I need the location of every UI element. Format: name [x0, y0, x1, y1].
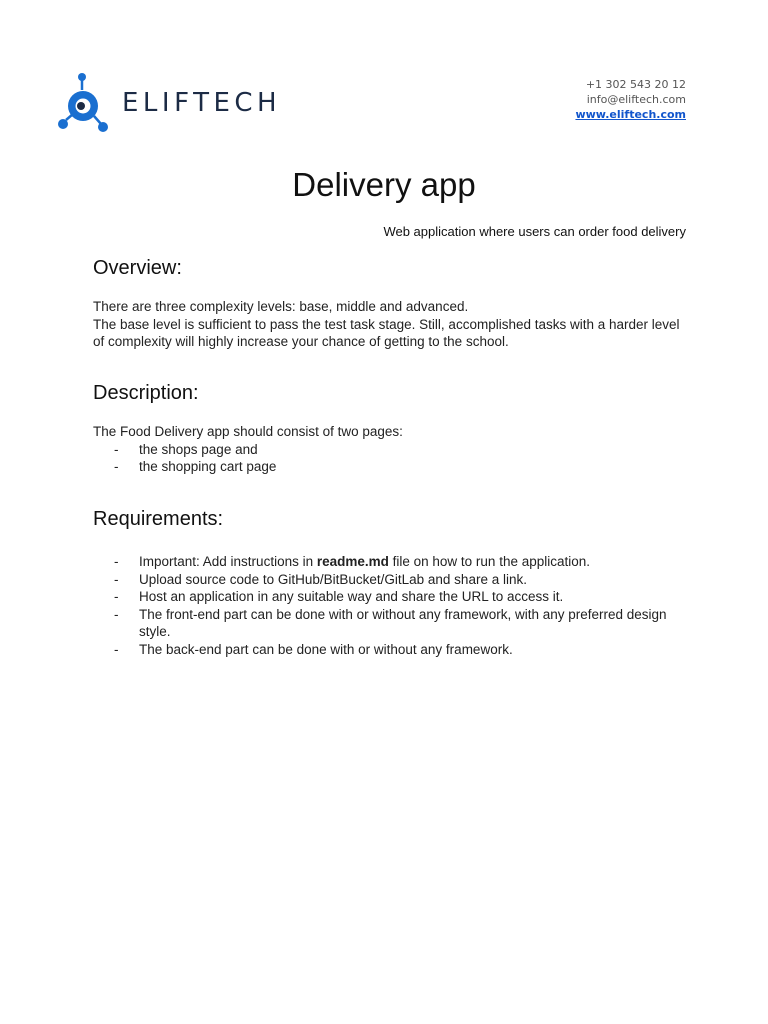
page-title: Delivery app — [292, 166, 476, 203]
overview-section — [93, 256, 693, 351]
list-item: - the shopping cart page — [114, 459, 277, 475]
list-bullet: - — [114, 641, 119, 657]
requirements-heading: Requirements: — [93, 508, 224, 530]
list-item: - the shops page and — [114, 441, 258, 457]
list-item: - Host an application in any suitable way and share the URL to access it. — [114, 589, 564, 605]
logo-wordmark: ELIFTECH — [122, 88, 282, 118]
list-bullet: - — [114, 589, 119, 605]
contact-email: info@eliftech.com — [586, 93, 686, 106]
list-item: - Important: Add instructions in readme.md file on how to run the application. — [114, 554, 591, 569]
list-bullet: - — [114, 554, 119, 569]
contact-block — [575, 77, 686, 122]
readme-filename: readme.md — [316, 554, 389, 569]
description-intro: The Food Delivery app should consist of two pages: — [93, 424, 403, 439]
website-link[interactable]: www.eliftech.com — [575, 108, 686, 121]
list-bullet: - — [114, 459, 119, 475]
requirements-section — [93, 507, 693, 659]
list-item: - Upload source code to GitHub/BitBucket/GitLab and share a link. — [114, 571, 527, 587]
list-item: - The front-end part can be done with or without any framework, with any preferred design style. — [114, 606, 667, 640]
list-bullet: - — [114, 571, 119, 587]
contact-phone: +1 302 543 20 12 — [585, 78, 686, 91]
requirements-list — [93, 553, 693, 659]
list-item: - The back-end part can be done with or without any framework. — [114, 641, 513, 657]
company-logo — [56, 72, 281, 134]
eliftech-logo-icon — [56, 72, 110, 134]
description-heading: Description: — [93, 382, 199, 404]
overview-paragraph-2: The base level is sufficient to pass the test task stage. Still, accomplished tasks with a harder level of complexity will highly increase your chance of getting to the school. — [93, 316, 680, 350]
list-bullet: - — [114, 606, 119, 622]
page-subtitle: Web application where users can order food delivery — [383, 224, 686, 239]
description-list — [93, 441, 693, 476]
list-bullet: - — [114, 441, 119, 457]
overview-heading: Overview: — [93, 257, 182, 279]
overview-paragraph-1: There are three complexity levels: base, middle and advanced. — [93, 299, 469, 314]
description-section — [93, 381, 693, 476]
